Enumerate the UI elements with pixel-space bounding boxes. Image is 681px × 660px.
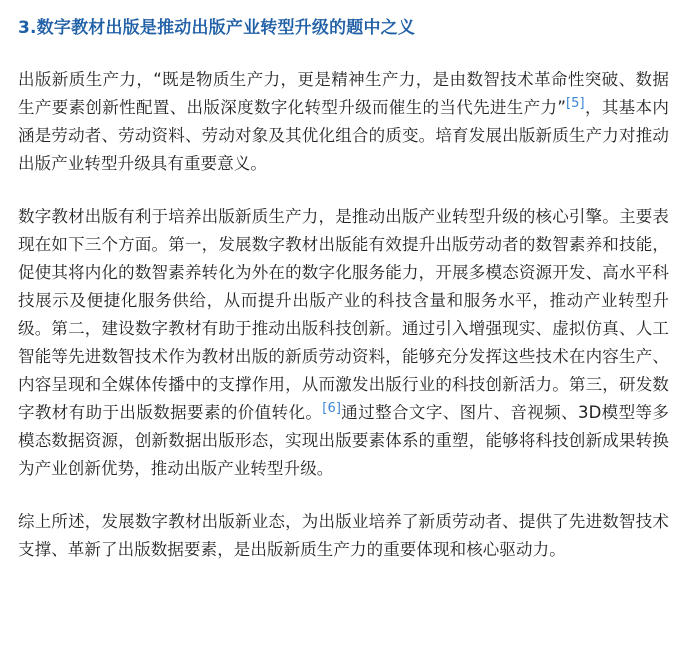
section-heading: 3.数字教材出版是推动出版产业转型升级的题中之义 [18,18,416,38]
paragraph-3: 综上所述，发展数字教材出版新业态，为出版业培养了新质劳动者、提供了先进数智技术支撑、革新了出版数据要素，是出版新质生产力的重要体现和核心驱动力。 [18,512,669,559]
paragraph-1-text-cont: ，其基本内涵是劳动者、劳动资料、劳动对象及其优化组合的质变。培育发展出版新质生产力对推动出版产业转型升级具有重要意义。 [18,98,669,173]
citation-link-5[interactable]: [5] [566,96,585,111]
paragraph-1 [18,66,669,178]
paragraph-2 [18,203,669,483]
paragraph-1-text: 出版新质生产力，“既是物质生产力，更是精神生产力，是由数智技术革命性突破、数据生产要素创新性配置、出版深度数字化转型升级而催生的当代先进生产力” [18,70,669,117]
paragraph-2-text: 数字教材出版有利于培养出版新质生产力，是推动出版产业转型升级的核心引擎。主要表现在如下三个方面。第一，发展数字教材出版能有效提升出版劳动者的数智素养和技能，促使其将内化的数智素养转化为外在的数字化服务能力，开展多模态资源开发、高水平科技展示及便捷化服务供给，从而提升出版产业的科技含量和服务水平，推动产业转型升级。第二，建设数字教材有助于推动出版科技创新。通过引入增强现实、虚拟仿真、人工智能等先进数智技术作为教材出版的新质劳动资料，能够充分发挥这些技术在内容生产、内容呈现和全媒体传播中的支撑作用，从而激发出版行业的科技创新活力。第三，研发数字教材有助于出版数据要素的价值转化。 [18,207,669,422]
citation-link-6[interactable]: [6] [322,401,341,416]
paragraph-2-text-cont: 通过整合文字、图片、音视频、3D模型等多模态数据资源，创新数据出版形态，实现出版要素体系的重塑，能够将科技创新成果转换为产业创新优势，推动出版产业转型升级。 [18,403,669,478]
